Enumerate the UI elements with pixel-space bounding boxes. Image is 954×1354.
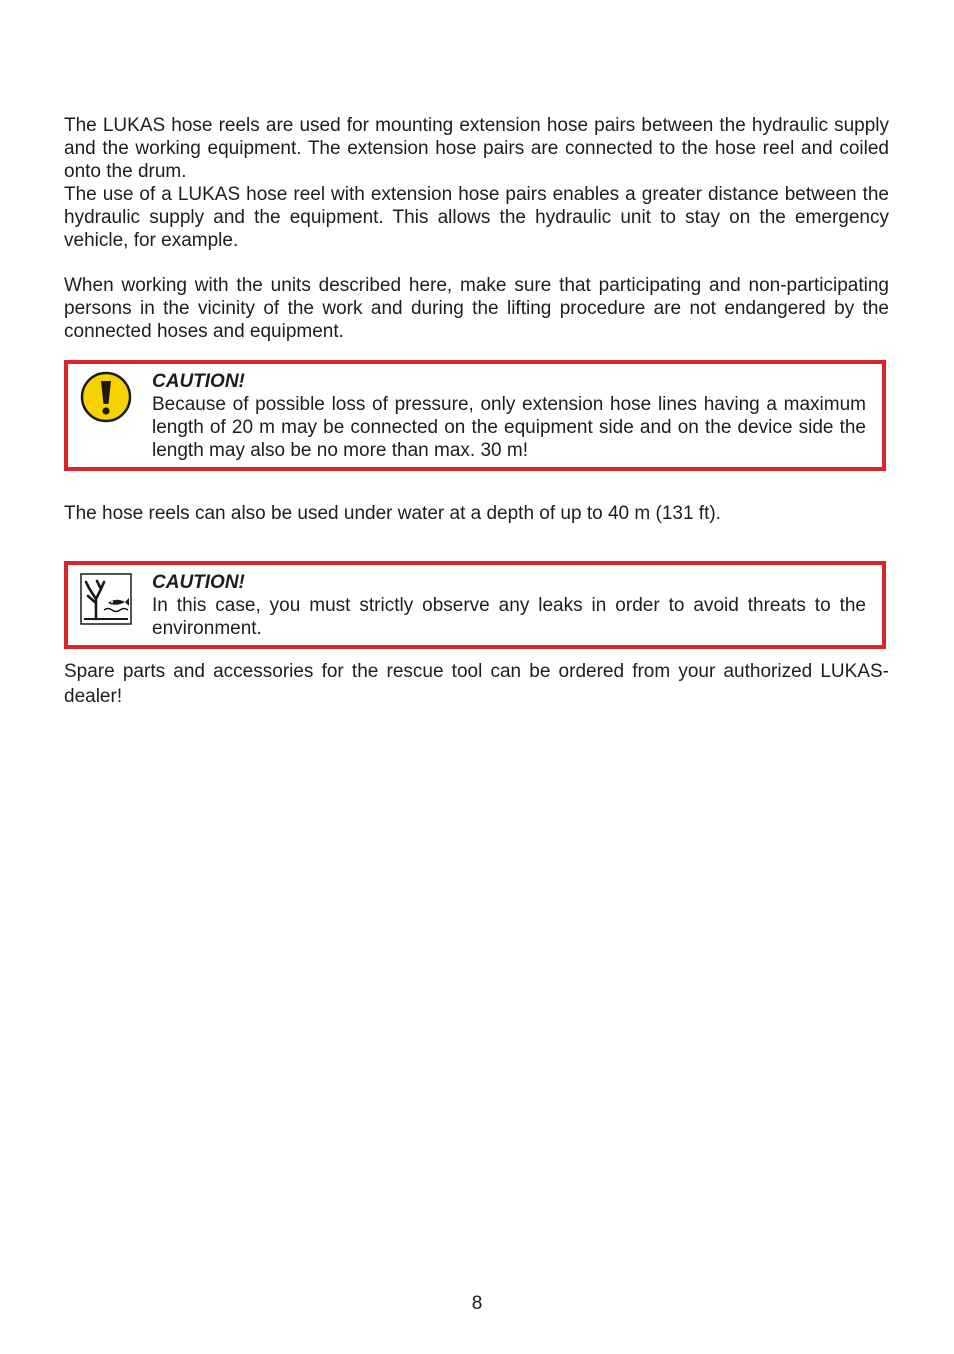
safety-paragraph: When working with the units described here, make sure that participating and non-participating persons in the vicinity of the work and during the lifting procedure are not endangered by the connected hoses and equipment. (64, 275, 889, 342)
spare-parts-paragraph: Spare parts and accessories for the rescue tool can be ordered from your authorized LUKAS-dealer! (64, 661, 889, 707)
underwater-paragraph: The hose reels can also be used under water at a depth of up to 40 m (131 ft). (64, 503, 721, 524)
page-number: 8 (471, 1293, 483, 1314)
caution-box-environment (64, 561, 886, 649)
caution-title: CAUTION! (152, 572, 245, 593)
environment-hazard-icon (80, 573, 132, 631)
intro-paragraph-1: The LUKAS hose reels are used for mounting extension hose pairs between the hydraulic supply and the working equipment. The extension hose pairs are connected to the hose reel and coiled onto the drum. (64, 115, 889, 182)
caution-box-pressure (64, 360, 886, 471)
caution-body: In this case, you must strictly observe any leaks in order to avoid threats to the environment. (152, 595, 866, 639)
intro-paragraph-2: The use of a LUKAS hose reel with extension hose pairs enables a greater distance between the hydraulic supply and the equipment. This allows the hydraulic unit to stay on the emergency vehicle, for example. (64, 184, 889, 251)
warning-exclamation-icon (80, 371, 132, 429)
caution-body: Because of possible loss of pressure, only extension hose lines having a maximum length of 20 m may be connected on the equipment side and on the device side the length may also be no more than max. 30 m! (152, 394, 866, 461)
caution-title: CAUTION! (152, 371, 245, 392)
